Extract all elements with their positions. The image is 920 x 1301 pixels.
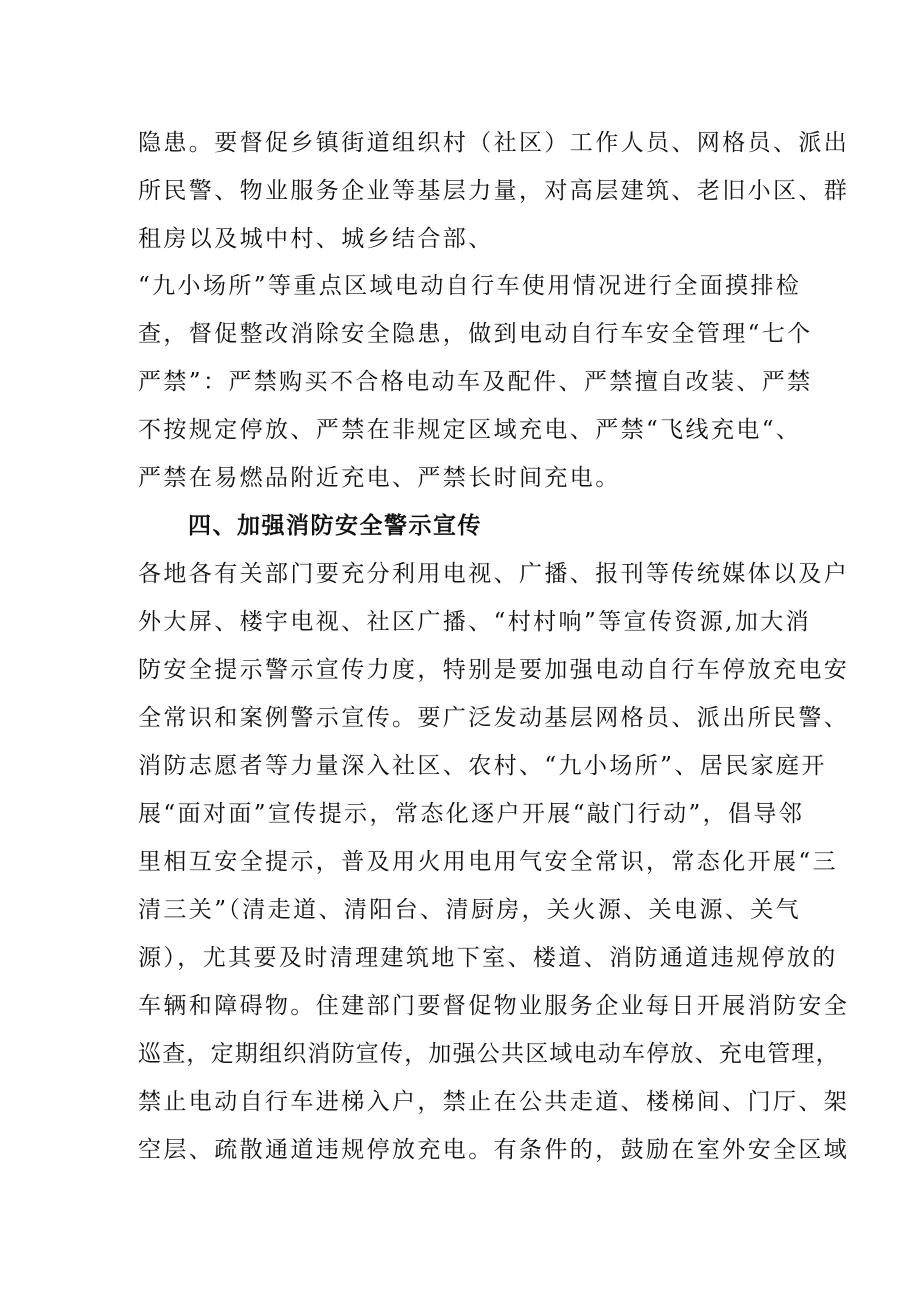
body-text-line: 不按规定停放、严禁在非规定区域充电、严禁“飞线充电“、 bbox=[138, 417, 802, 443]
body-text-line: 车辆和障碍物。住建部门要督促物业服务企业每日开展消防安全 bbox=[138, 993, 850, 1019]
body-text-line: 空层、疏散通道违规停放充电。有条件的，鼓励在室外安全区域 bbox=[138, 1137, 850, 1163]
body-text-line: “九小场所”等重点区域电动自行车使用情况进行全面摸排检 bbox=[138, 273, 802, 299]
body-text-line: 严禁”：严禁购买不合格电动车及配件、严禁擅自改装、严禁 bbox=[138, 369, 813, 395]
body-text-line: 查，督促整改消除安全隐患，做到电动自行车安全管理“七个 bbox=[138, 321, 813, 347]
body-text-line: 源），尤其要及时清理建筑地下室、楼道、消防通道违规停放的 bbox=[138, 945, 838, 971]
body-text-line: 所民警、物业服务企业等基层力量，对高层建筑、老旧小区、群 bbox=[138, 178, 850, 204]
body-text-line: 全常识和案例警示宣传。要广泛发动基层网格员、派出所民警、 bbox=[138, 705, 850, 731]
body-text-line: 外大屏、楼宇电视、社区广播、“村村响”等宣传资源,加大消 bbox=[138, 609, 812, 635]
body-text-line: 各地各有关部门要充分利用电视、广播、报刊等传统媒体以及户 bbox=[138, 561, 850, 587]
body-text-line: 隐患。要督促乡镇街道组织村（社区）工作人员、网格员、派出 bbox=[138, 130, 850, 156]
body-text-line: 严禁在易燃品附近充电、严禁长时间充电。 bbox=[138, 465, 621, 491]
body-text-line: 禁止电动自行车进梯入户，禁止在公共走道、楼梯间、门厅、架 bbox=[138, 1089, 850, 1115]
body-text-line: 展“面对面”宣传提示，常态化逐户开展“敲门行动”，倡导邻 bbox=[138, 801, 805, 827]
body-text-line: 里相互安全提示，普及用火用电用气安全常识，常态化开展“三 bbox=[138, 849, 838, 875]
section-heading: 四、加强消防安全警示宣传 bbox=[188, 513, 482, 539]
body-text-line: 消防志愿者等力量深入社区、农村、“九小场所”、居民家庭开 bbox=[138, 753, 827, 779]
body-text-line: 防安全提示警示宣传力度，特别是要加强电动自行车停放充电安 bbox=[138, 657, 850, 683]
body-text-line: 租房以及城中村、城乡结合部、 bbox=[138, 226, 494, 252]
body-text-line: 巡查，定期组织消防宣传，加强公共区域电动车停放、充电管理， bbox=[138, 1041, 840, 1067]
body-text-line: 清三关”（清走道、清阳台、清厨房，关火源、关电源、关气 bbox=[138, 897, 802, 923]
